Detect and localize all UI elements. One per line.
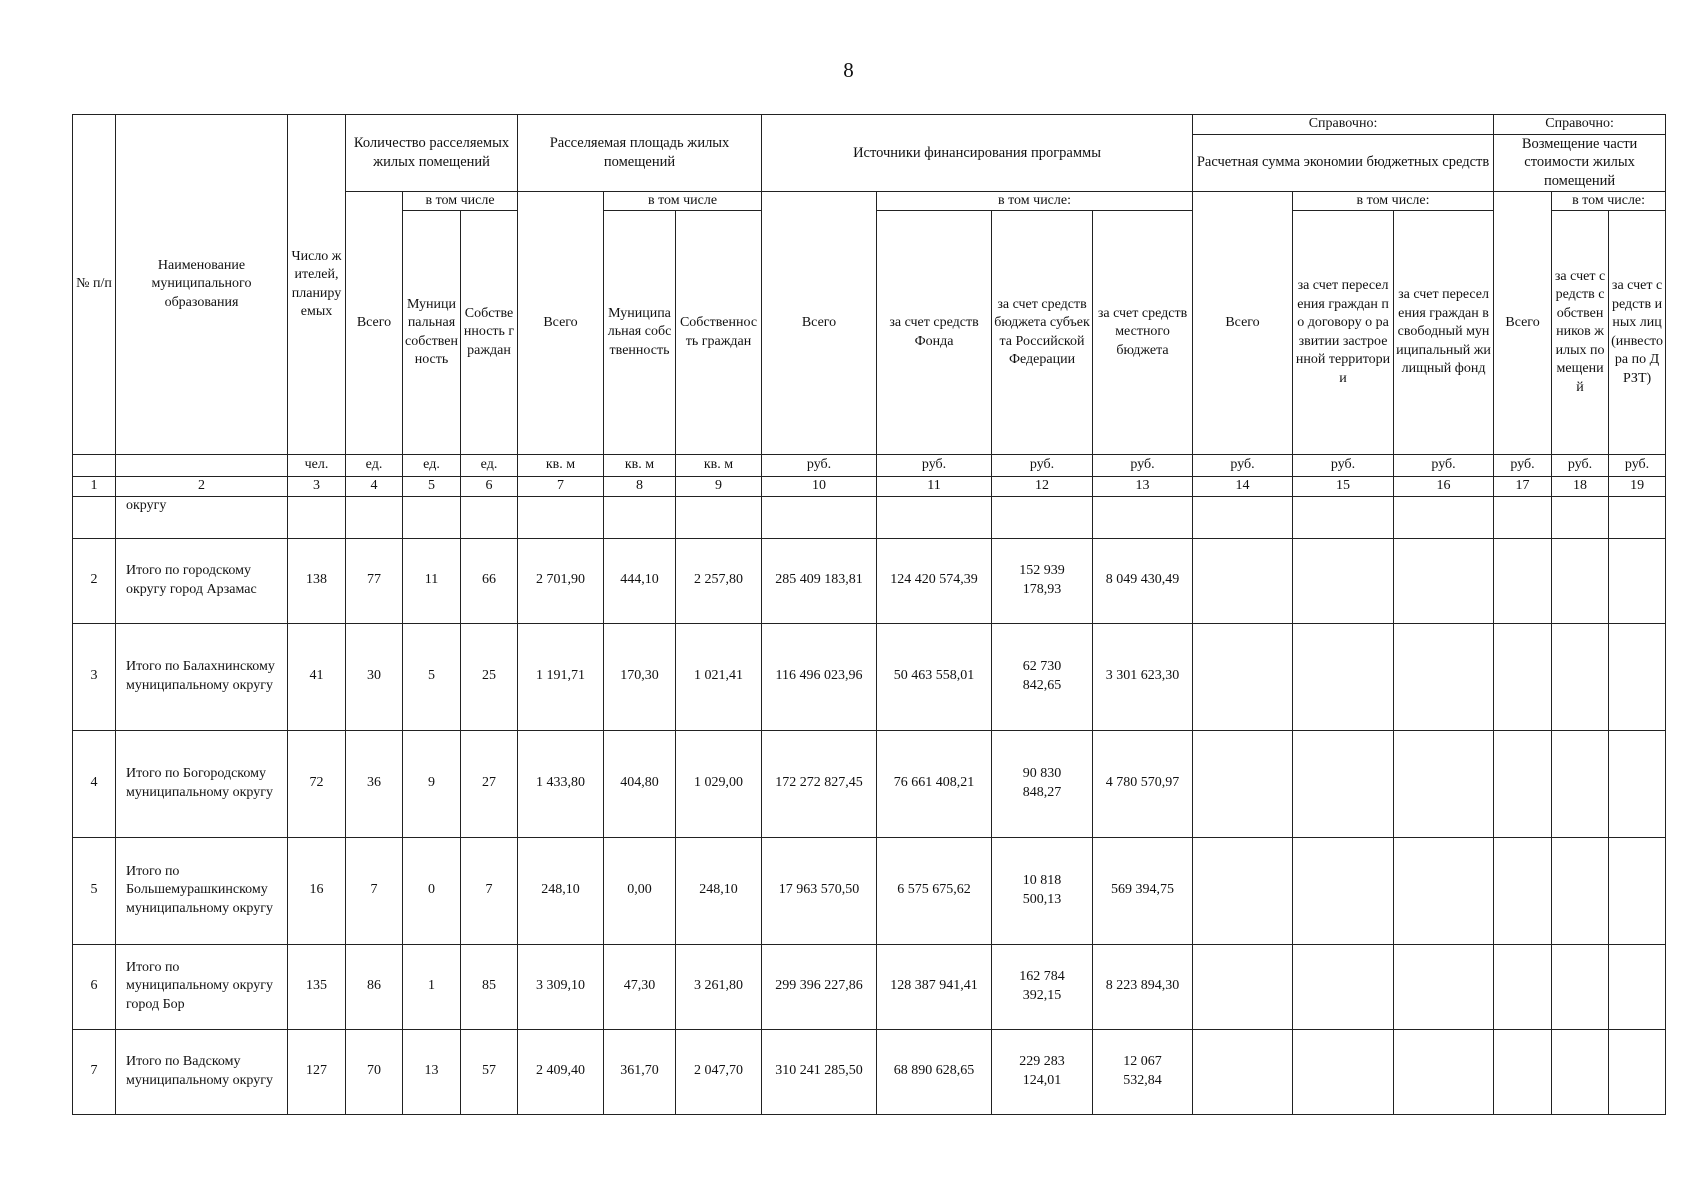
unit-cell: руб. — [1093, 455, 1193, 477]
row-number: 7 — [73, 1029, 116, 1114]
units-row — [73, 455, 1666, 477]
unit-cell: кв. м — [518, 455, 604, 477]
row-number: 2 — [73, 538, 116, 623]
col-number: 10 — [762, 477, 877, 497]
empty-cell — [1293, 837, 1394, 944]
empty-cell — [1609, 623, 1666, 730]
header-comp-incl: в том числе: — [1552, 191, 1666, 211]
col-number: 15 — [1293, 477, 1394, 497]
empty-cell — [1609, 730, 1666, 837]
header-fin-total: Всего — [762, 191, 877, 455]
header-area-incl: в том числе — [604, 191, 762, 211]
continuation-row — [73, 496, 1666, 538]
qty-priv: 57 — [461, 1029, 518, 1114]
header-comp-group: Возмещение части стоимости жилых помещений — [1494, 134, 1666, 191]
unit-cell: руб. — [1293, 455, 1394, 477]
unit-cell: ед. — [403, 455, 461, 477]
qty-total: 7 — [346, 837, 403, 944]
qty-total: 36 — [346, 730, 403, 837]
table-row — [73, 944, 1666, 1029]
col-number: 4 — [346, 477, 403, 497]
header-comp-total: Всего — [1494, 191, 1552, 455]
table-row — [73, 730, 1666, 837]
area-mun: 404,80 — [604, 730, 676, 837]
empty-cell — [1494, 1029, 1552, 1114]
empty-cell — [1394, 730, 1494, 837]
empty-cell — [1293, 1029, 1394, 1114]
empty-cell — [1394, 837, 1494, 944]
qty-total: 86 — [346, 944, 403, 1029]
col-number: 8 — [604, 477, 676, 497]
row-number: 6 — [73, 944, 116, 1029]
fin-subject: 10 818 500,13 — [992, 837, 1093, 944]
municipality-name: Итого по Вадскому муниципальному округу — [116, 1029, 288, 1114]
fin-fund: 68 890 628,65 — [877, 1029, 992, 1114]
col-number: 11 — [877, 477, 992, 497]
empty-cell — [1609, 837, 1666, 944]
qty-total: 30 — [346, 623, 403, 730]
header-qty-group: Количество расселяемых жилых помещений — [346, 115, 518, 192]
col-number: 5 — [403, 477, 461, 497]
header-econ-dev: за счет переселения граждан по договору о развитии застроенной территории — [1293, 211, 1394, 455]
qty-mun: 11 — [403, 538, 461, 623]
area-priv: 2 257,80 — [676, 538, 762, 623]
unit-cell: чел. — [288, 455, 346, 477]
row-number: 4 — [73, 730, 116, 837]
header-qty-mun: Муниципальная собственность — [403, 211, 461, 455]
unit-cell: кв. м — [676, 455, 762, 477]
qty-total: 70 — [346, 1029, 403, 1114]
col-number: 2 — [116, 477, 288, 497]
col-number: 19 — [1609, 477, 1666, 497]
qty-priv: 66 — [461, 538, 518, 623]
empty-cell — [1293, 944, 1394, 1029]
unit-cell: руб. — [877, 455, 992, 477]
empty-cell — [1193, 944, 1293, 1029]
header-comp-others: за счет средств иных лиц (инвестора по ДРЗТ) — [1609, 211, 1666, 455]
empty-cell — [1552, 623, 1609, 730]
empty-cell — [1609, 538, 1666, 623]
fin-local: 3 301 623,30 — [1093, 623, 1193, 730]
area-mun: 170,30 — [604, 623, 676, 730]
fin-total: 299 396 227,86 — [762, 944, 877, 1029]
header-fin-subject: за счет средств бюджета субъекта Российской Федерации — [992, 211, 1093, 455]
empty-cell — [1609, 944, 1666, 1029]
fin-fund: 50 463 558,01 — [877, 623, 992, 730]
page-number: 8 — [843, 58, 854, 82]
fin-total: 17 963 570,50 — [762, 837, 877, 944]
col-number: 14 — [1193, 477, 1293, 497]
header-area-group: Расселяемая площадь жилых помещений — [518, 115, 762, 192]
municipality-name: Итого по Большемурашкинскому муниципальному округу — [116, 837, 288, 944]
residents: 72 — [288, 730, 346, 837]
area-total: 2 409,40 — [518, 1029, 604, 1114]
table-row — [73, 837, 1666, 944]
table-row — [73, 623, 1666, 730]
qty-priv: 7 — [461, 837, 518, 944]
qty-priv: 27 — [461, 730, 518, 837]
area-total: 248,10 — [518, 837, 604, 944]
empty-cell — [1552, 1029, 1609, 1114]
col-number: 3 — [288, 477, 346, 497]
header-area-priv: Собственность граждан — [676, 211, 762, 455]
fin-subject: 229 283 124,01 — [992, 1029, 1093, 1114]
area-total: 1 191,71 — [518, 623, 604, 730]
col-number: 16 — [1394, 477, 1494, 497]
row-number: 5 — [73, 837, 116, 944]
fin-subject: 62 730 842,65 — [992, 623, 1093, 730]
area-mun: 361,70 — [604, 1029, 676, 1114]
unit-cell: руб. — [1552, 455, 1609, 477]
fin-total: 116 496 023,96 — [762, 623, 877, 730]
fin-fund: 124 420 574,39 — [877, 538, 992, 623]
qty-mun: 5 — [403, 623, 461, 730]
empty-cell — [1293, 623, 1394, 730]
fin-total: 310 241 285,50 — [762, 1029, 877, 1114]
unit-cell: ед. — [461, 455, 518, 477]
empty-cell — [1609, 1029, 1666, 1114]
unit-cell: руб. — [1494, 455, 1552, 477]
empty-cell — [1494, 623, 1552, 730]
unit-cell: руб. — [992, 455, 1093, 477]
empty-cell — [1293, 730, 1394, 837]
empty-cell — [1494, 538, 1552, 623]
qty-mun: 9 — [403, 730, 461, 837]
qty-priv: 85 — [461, 944, 518, 1029]
fin-local: 569 394,75 — [1093, 837, 1193, 944]
area-priv: 248,10 — [676, 837, 762, 944]
header-name: Наименование муниципального образования — [116, 115, 288, 455]
fin-local: 4 780 570,97 — [1093, 730, 1193, 837]
empty-cell — [1394, 538, 1494, 623]
relocation-table — [72, 114, 1666, 1115]
fin-fund: 128 387 941,41 — [877, 944, 992, 1029]
header-qty-priv: Собственность граждан — [461, 211, 518, 455]
header-area-total: Всего — [518, 191, 604, 455]
header-econ-total: Всего — [1193, 191, 1293, 455]
header-econ-group: Расчетная сумма экономии бюджетных средств — [1193, 134, 1494, 191]
fin-local: 8 223 894,30 — [1093, 944, 1193, 1029]
residents: 16 — [288, 837, 346, 944]
header-econ-free: за счет переселения граждан в свободный муниципальный жилищный фонд — [1394, 211, 1494, 455]
qty-priv: 25 — [461, 623, 518, 730]
qty-mun: 0 — [403, 837, 461, 944]
col-number: 7 — [518, 477, 604, 497]
unit-cell: руб. — [1193, 455, 1293, 477]
qty-mun: 1 — [403, 944, 461, 1029]
header-fin-fund: за счет средств Фонда — [877, 211, 992, 455]
municipality-name: Итого по городскому округу город Арзамас — [116, 538, 288, 623]
residents: 138 — [288, 538, 346, 623]
col-number: 13 — [1093, 477, 1193, 497]
header-econ-incl: в том числе: — [1293, 191, 1494, 211]
unit-cell: руб. — [762, 455, 877, 477]
area-total: 3 309,10 — [518, 944, 604, 1029]
header-fin-local: за счет средств местного бюджета — [1093, 211, 1193, 455]
area-priv: 1 029,00 — [676, 730, 762, 837]
municipality-name: округу — [116, 496, 288, 538]
fin-total: 285 409 183,81 — [762, 538, 877, 623]
empty-cell — [1293, 538, 1394, 623]
area-priv: 1 021,41 — [676, 623, 762, 730]
empty-cell — [1193, 623, 1293, 730]
unit-cell: кв. м — [604, 455, 676, 477]
empty-cell — [1193, 1029, 1293, 1114]
area-priv: 2 047,70 — [676, 1029, 762, 1114]
residents: 135 — [288, 944, 346, 1029]
col-number: 17 — [1494, 477, 1552, 497]
area-mun: 0,00 — [604, 837, 676, 944]
col-number: 12 — [992, 477, 1093, 497]
col-number: 9 — [676, 477, 762, 497]
area-mun: 47,30 — [604, 944, 676, 1029]
empty-cell — [1552, 944, 1609, 1029]
empty-cell — [1494, 730, 1552, 837]
empty-cell — [1494, 837, 1552, 944]
area-priv: 3 261,80 — [676, 944, 762, 1029]
fin-total: 172 272 827,45 — [762, 730, 877, 837]
empty-cell — [1552, 730, 1609, 837]
municipality-name: Итого по муниципальному округу город Бор — [116, 944, 288, 1029]
area-mun: 444,10 — [604, 538, 676, 623]
fin-subject: 162 784 392,15 — [992, 944, 1093, 1029]
header-fin-group: Источники финансирования программы — [762, 115, 1193, 192]
fin-local: 12 067 532,84 — [1093, 1029, 1193, 1114]
fin-subject: 90 830 848,27 — [992, 730, 1093, 837]
header-residents: Число жителей, планируемых — [288, 115, 346, 455]
header-ref1: Справочно: — [1193, 115, 1494, 135]
header-qty-total: Всего — [346, 191, 403, 455]
table-row — [73, 538, 1666, 623]
residents: 127 — [288, 1029, 346, 1114]
municipality-name: Итого по Балахнинскому муниципальному округу — [116, 623, 288, 730]
header-num: № п/п — [73, 115, 116, 455]
area-total: 1 433,80 — [518, 730, 604, 837]
header-qty-incl: в том числе — [403, 191, 518, 211]
fin-local: 8 049 430,49 — [1093, 538, 1193, 623]
residents: 41 — [288, 623, 346, 730]
table-row — [73, 1029, 1666, 1114]
header-area-mun: Муниципальная собственность — [604, 211, 676, 455]
empty-cell — [1552, 538, 1609, 623]
empty-cell — [1193, 837, 1293, 944]
unit-cell: руб. — [1609, 455, 1666, 477]
fin-subject: 152 939 178,93 — [992, 538, 1093, 623]
header-fin-incl: в том числе: — [877, 191, 1193, 211]
area-total: 2 701,90 — [518, 538, 604, 623]
unit-cell: ед. — [346, 455, 403, 477]
col-number: 18 — [1552, 477, 1609, 497]
empty-cell — [1494, 944, 1552, 1029]
col-number: 1 — [73, 477, 116, 497]
empty-cell — [1394, 1029, 1494, 1114]
header-comp-owners: за счет средств собственников жилых помещений — [1552, 211, 1609, 455]
empty-cell — [1394, 623, 1494, 730]
row-number: 3 — [73, 623, 116, 730]
col-number: 6 — [461, 477, 518, 497]
empty-cell — [1552, 837, 1609, 944]
qty-mun: 13 — [403, 1029, 461, 1114]
unit-cell: руб. — [1394, 455, 1494, 477]
empty-cell — [1193, 730, 1293, 837]
header-ref2: Справочно: — [1494, 115, 1666, 135]
empty-cell — [1394, 944, 1494, 1029]
empty-cell — [1193, 538, 1293, 623]
fin-fund: 76 661 408,21 — [877, 730, 992, 837]
fin-fund: 6 575 675,62 — [877, 837, 992, 944]
column-numbers-row — [73, 477, 1666, 497]
municipality-name: Итого по Богородскому муниципальному округу — [116, 730, 288, 837]
qty-total: 77 — [346, 538, 403, 623]
